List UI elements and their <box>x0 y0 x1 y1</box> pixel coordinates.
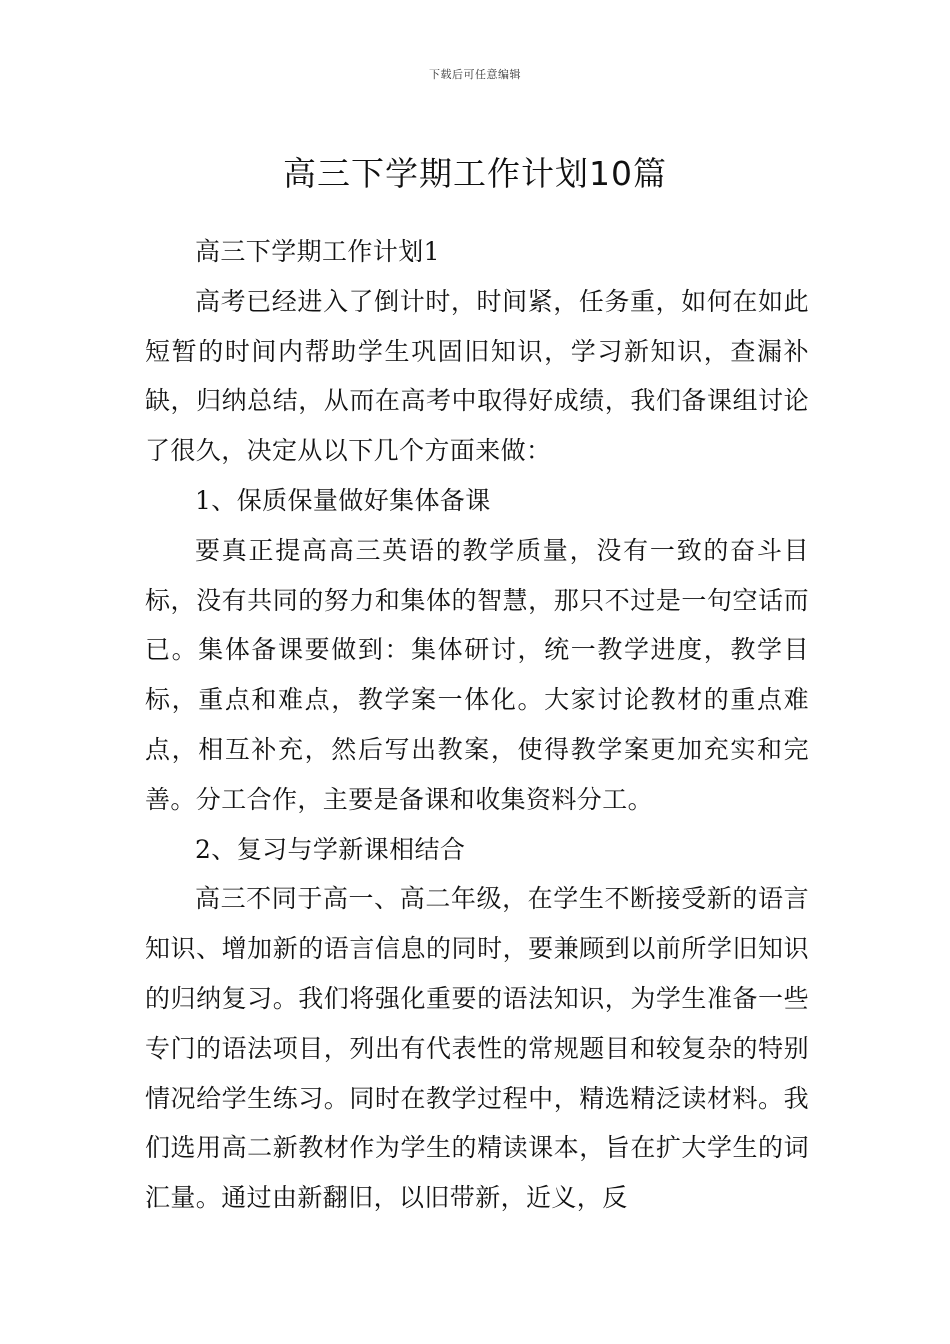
heading-item-2: 2、复习与学新课相结合 <box>195 834 466 864</box>
document-title: 高三下学期工作计划10篇 <box>283 154 667 194</box>
paragraph-item-1: 要真正提高高三英语的教学质量，没有一致的奋斗目标，没有共同的努力和集体的智慧，那只不过是一句空话而已。集体备课要做到：集体研讨，统一教学进度，教学目标，重点和难点，教学案一体化。大家讨论教材的重点难点，相互补充，然后写出教案，使得教学案更加充实和完善。分工合作，主要是备课和收集资料分工。 <box>145 535 809 814</box>
paragraph-item-2: 高三不同于高一、高二年级，在学生不断接受新的语言知识、增加新的语言信息的同时，要兼顾到以前所学旧知识的归纳复习。我们将强化重要的语法知识，为学生准备一些专门的语法项目，列出有代表性的常规题目和较复杂的特别情况给学生练习。同时在教学过程中，精选精泛读材料。我们选用高二新教材作为学生的精读课本，旨在扩大学生的词汇量。通过由新翻旧，以旧带新，近义，反 <box>145 884 809 1213</box>
document-body <box>145 227 809 1223</box>
paragraph-intro: 高考已经进入了倒计时，时间紧，任务重，如何在如此短暂的时间内帮助学生巩固旧知识，学习新知识，查漏补缺，归纳总结，从而在高考中取得好成绩，我们备课组讨论了很久，决定从以下几个方面来做： <box>145 286 809 466</box>
header-note: 下载后可任意编辑 <box>429 68 521 81</box>
heading-item-1: 1、保质保量做好集体备课 <box>195 485 491 515</box>
section-title: 高三下学期工作计划1 <box>195 237 440 266</box>
